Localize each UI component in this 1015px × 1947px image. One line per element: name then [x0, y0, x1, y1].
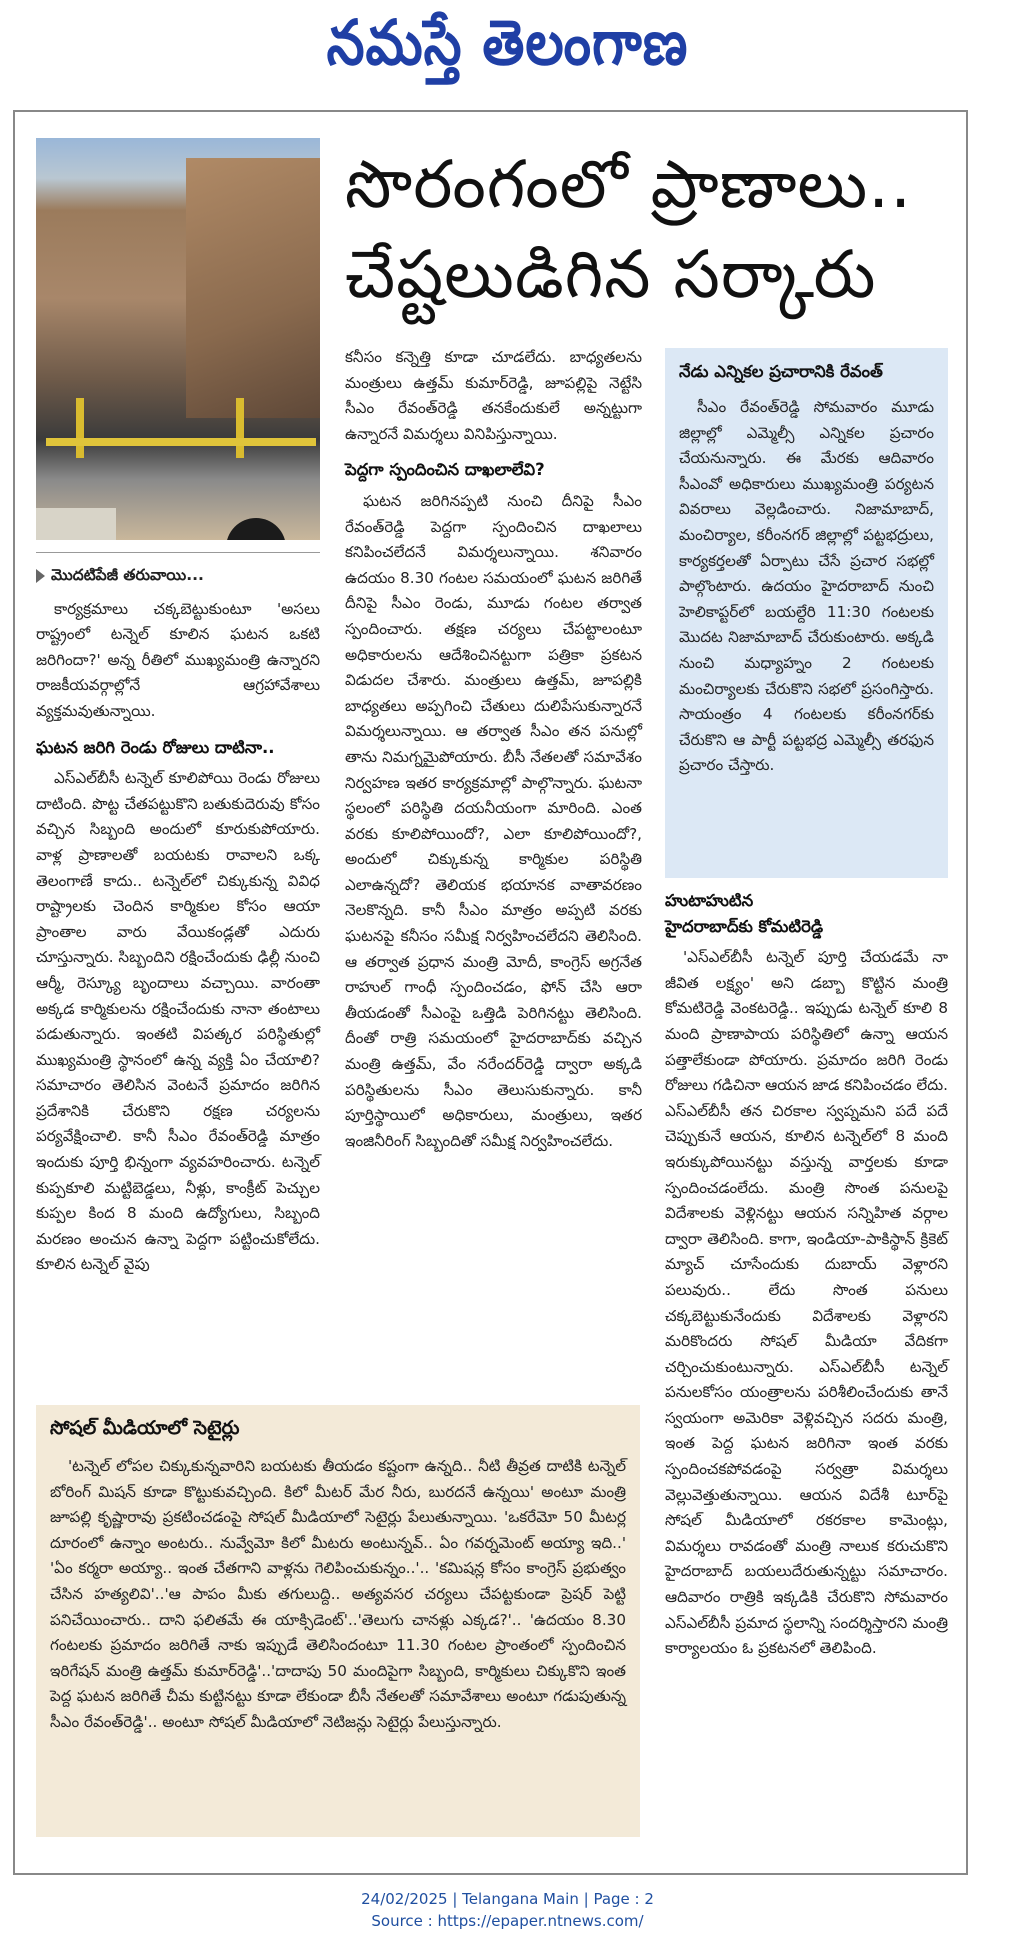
paragraph: ఘటన జరిగినప్పటి నుంచి దీనిపై సీఎం రేవంత్‌రెడ్డి పెద్దగా స్పందించిన దాఖలాలు కనిపించలేదనే విమర్శలున్నాయి. శనివారం ఉదయం 8.30 గంటల సమయంలో ఘటన జరిగితే దీనిపై సీఎం రెండు, మూడు గంటల తర్వాత స్పందించారు. తక్షణ చర్యలు చేపట్టాలంటూ అధికారులను ఆదేశించినట్టుగా పత్రికా ప్రకటన విడుదల చేశారు. మంత్రులు ఉత్తమ్, జూపల్లికి బాధ్యతలు అప్పగించి చేతులు దులిపేసుకున్నారనే విమర్శలున్నాయి. ఆ తర్వాత సీఎం తన పనుల్లో తాను నిమగ్నమైపోయారు. బీసీ నేతలతో సమావేశం నిర్వహణ ఇతర కార్యక్రమాల్లో పాల్గొన్నారు. ఘటనా స్థలంలో పరిస్థితి దయనీయంగా మారింది. ఎంత వరకు కూలిపోయిందో?, ఎలా కూలిపోయిందో?, అందులో చిక్కుకున్న కార్మికుల పరిస్థితి ఎలాఉన్నదో? తెలియక భయానక వాతావరణం నెలకొన్నది. కానీ సీఎం మాత్రం అప్పటి వరకు ఘటనపై కనీసం సమీక్ష నిర్వహించలేదని తెలిసింది. ఆ తర్వాత ప్రధాన మంత్రి మోదీ, కాంగ్రెస్ అగ్రనేత రాహుల్ గాంధీ స్పందించడం, ఫోన్ చేసి ఆరా తీయడంతో సీఎంపై ఒత్తిడి పెరిగినట్టు తెలిసింది. దీంతో రాత్రి సమయంలో హైదరాబాద్‌కు వచ్చిన మంత్రి ఉత్తమ్, వేం నరేందర్‌రెడ్డి ద్వారా అక్కడి పరిస్థితులను సీఎం తెలుసుకున్నారు. కానీ పూర్తిస్థాయిలో అధికారులు, మంత్రులు, ఇతర ఇంజినీరింగ్ సిబ్బందితో సమీక్ష నిర్వహించలేదు.	[345, 491, 642, 1150]
subheading: పెద్దగా స్పందించిన దాఖలాలేవి?	[345, 460, 545, 480]
box-title: నేడు ఎన్నికల ప్రచారానికి రేవంత్	[679, 362, 883, 381]
paragraph: కనీసం కన్నెత్తి కూడా చూడలేదు. బాధ్యతలను మంత్రులు ఉత్తమ్ కుమార్‌రెడ్డి, జూపల్లిపై నెట్టేసి సీఎం రేవంత్‌రెడ్డి తనకేందుకులే అన్నట్టుగా ఉన్నారనే విమర్శలు వినిపిస్తున్నాయి.	[345, 348, 642, 443]
headline-line-1: సొరంగంలో ప్రాణాలు..	[345, 146, 913, 223]
masthead-logo: నమస్తే తెలంగాణ	[326, 5, 689, 79]
column-2	[345, 345, 642, 1154]
chevron-right-icon	[36, 569, 45, 583]
continued-marker	[36, 563, 320, 589]
box-paragraph: సీఎం రేవంత్‌రెడ్డి సోమవారం మూడు జిల్లాల్లో ఎమ్మెల్సీ ఎన్నికల ప్రచారం చేయనున్నారు. ఈ మేరకు ఆదివారం సీఎంవో అధికారులు ముఖ్యమంత్రి పర్యటన వివరాలు వెల్లడించారు. నిజామాబాద్, మంచిర్యాల, కరీంనగర్ జిల్లాల్లో పట్టభద్రులు, కార్యకర్తలతో ఏర్పాటు చేసే ప్రచార సభల్లో పాల్గొంటారు. ఉదయం హైదరాబాద్ నుంచి హెలికాప్టర్‌లో బయల్దేరి 11:30 గంటలకు మొదట నిజామాబాద్ చేరుకుంటారు. అక్కడి నుంచి మధ్యాహ్నం 2 గంటలకు మంచిర్యాలకు చేరుకొని సభలో ప్రసంగిస్తారు. సాయంత్రం 4 గంటలకు కరీంనగర్‌కు చేరుకొని ఆ పార్టీ పట్టభద్ర ఎమ్మెల్సీ తరఫున ప్రచారం చేస్తారు.	[679, 398, 934, 775]
continued-label: మొదటిపేజీ తరువాయి...	[51, 566, 204, 584]
column-1	[36, 552, 320, 1278]
headline-line-2: చేష్టలుడిగిన సర్కారు	[345, 236, 877, 313]
social-media-box	[36, 1405, 640, 1837]
column-3	[665, 888, 948, 1662]
divider	[36, 552, 320, 553]
paragraph: కార్యక్రమాలు చక్కబెట్టుకుంటూ 'అసలు రాష్ట్రంలో టన్నెల్ కూలిన ఘటన ఒకటి జరిగిందా?' అన్న రీతిలో ముఖ్యమంత్రి ఉన్నారని రాజకీయవర్గాల్లోనే ఆగ్రహావేశాలు వ్యక్తమవుతున్నాయి.	[36, 599, 320, 720]
subheading: హైదరాబాద్‌కు కోమటిరెడ్డి	[665, 916, 824, 936]
social-box-title: సోషల్ మీడియాలో సెటైర్లు	[50, 1417, 240, 1439]
sidebar-box-revanth-campaign	[665, 348, 948, 878]
footer	[0, 1888, 1015, 1932]
footer-source-link[interactable]: Source : https://epaper.ntnews.com/	[371, 1912, 644, 1930]
subheading: ఘటన జరిగి రెండు రోజులు దాటినా..	[36, 737, 275, 757]
paragraph: ఎస్ఎల్‌బీసీ టన్నెల్ కూలిపోయి రెండు రోజులు దాటింది. పొట్ట చేతపట్టుకొని బతుకుదెరువు కోసం వచ్చిన సిబ్బంది అందులో కూరుకుపోయారు. వాళ్ల ప్రాణాలతో బయటకు రావాలని ఒక్క తెలంగాణే కాదు.. టన్నెల్‌లో చిక్కుకున్న వివిధ రాష్ట్రాలకు చెందిన కార్మికుల కోసం ఆయా ప్రాంతాల వారు వేయికండ్లతో ఎదురు చూస్తున్నారు. సిబ్బందిని రక్షించేందుకు ఢిల్లీ నుంచి ఆర్మీ, రెస్క్యూ బృందాలు వచ్చాయి. వారంతా అక్కడ కార్మికులను రక్షించేందుకు నానా తంటాలు పడుతున్నారు. ఇంతటి విపత్కర పరిస్థితుల్లో ముఖ్యమంత్రి స్థానంలో ఉన్న వ్యక్తి ఏం చేయాలి? సమాచారం తెలిసిన వెంటనే ప్రమాదం జరిగిన ప్రదేశానికి చేరుకొని రక్షణ చర్యలను పర్యవేక్షించాలి. కానీ సీఎం రేవంత్‌రెడ్డి మాత్రం ఇందుకు పూర్తి భిన్నంగా వ్యవహరించారు. టన్నెల్ కుప్పకూలి మట్టిబెడ్డలు, నీళ్లు, కాంక్రీట్ పెచ్చుల కుప్పల కింద 8 మంది ఉద్యోగులు, సిబ్బంది మరణం అంచున ఉన్నా పెద్దగా పట్టించుకోలేదు. కూలిన టన్నెల్ వైపు	[36, 769, 320, 1274]
footer-date-line: 24/02/2025 | Telangana Main | Page : 2	[361, 1890, 654, 1908]
paragraph: 'ఎస్ఎల్‌బీసీ టన్నెల్ పూర్తి చేయడమే నా జీవిత లక్ష్యం' అని డబ్బా కొట్టిన మంత్రి కోమటిరెడ్డి వెంకటరెడ్డి.. ఇప్పుడు టన్నెల్ కూలి 8 మంది ప్రాణాపాయ పరిస్థితిలో ఉన్నా ఆయన పత్తాలేకుండా పోయారు. ప్రమాదం జరిగి రెండు రోజులు గడిచినా ఆయన జాడ కనిపించడం లేదు. ఎస్ఎల్‌బీసీ తన చిరకాల స్వప్నమని పదే పదే చెప్పుకునే ఆయన, కూలిన టన్నెల్‌లో 8 మంది ఇరుక్కుపోయినట్టు వస్తున్న వార్తలకు కూడా స్పందించడంలేదు. మంత్రి సొంత పనులపై విదేశాలకు వెళ్లినట్టు ఆయన సన్నిహిత వర్గాల ద్వారా తెలిసింది. కాగా, ఇండియా-పాకిస్థాన్ క్రికెట్ మ్యాచ్ చూసేందుకు దుబాయ్ వెళ్లారని పలువురు.. లేదు సొంత పనులు చక్కబెట్టుకునేందుకు విదేశాలకు వెళ్లారని మరికొందరు సోషల్ మీడియా వేదికగా చర్చించుకుంటున్నారు. ఎస్ఎల్‌బీసీ టన్నెల్ పనులకోసం యంత్రాలను పరిశీలించేందుకు తానే స్వయంగా అమెరికా వెళ్లివచ్చిన సదరు మంత్రి, ఇంత పెద్ద ఘటన జరిగినా ఇంత వరకు స్పందించకపోవడంపై సర్వత్రా విమర్శలు వెల్లువెత్తుతున్నాయి. ఆయన విదేశీ టూర్‌పై సోషల్ మీడియాలో రకరకాల కామెంట్లు, విమర్శలు రావడంతో మంత్రి నాలుక కరుచుకొని హైదరాబాద్ బయలుదేరుతున్నట్టు సమాచారం. ఆదివారం రాత్రికి ఇక్కడికి చేరుకొని సోమవారం ఎస్ఎల్‌బీసీ ప్రమాద స్థలాన్ని సందర్శిస్తారని మంత్రి కార్యాలయం ఓ ప్రకటనలో తెలిపింది.	[665, 948, 948, 1658]
subheading: హుటాహుటిన	[665, 891, 754, 910]
tunnel-site-photo	[36, 138, 320, 540]
headline	[345, 140, 955, 320]
social-box-paragraph: 'టన్నెల్ లోపల చిక్కుకున్నవారిని బయటకు తీయడం కష్టంగా ఉన్నది.. నీటి తీవ్రత దాటికి టన్నెల్ బోరింగ్ మిషన్ కూడా కొట్టుకువచ్చింది. కిలో మీటర్ మేర నీరు, బురదనే ఉన్నయి' అంటూ మంత్రి జూపల్లి కృష్ణారావు ప్రకటించడంపై సోషల్ మీడియాలో సెటైర్లు పేలుతున్నాయి. 'ఒకరేమో 50 మీటర్ల దూరంలో ఉన్నాం అంటరు.. నువ్వేమో కిలో మీటరు అంటున్నవ్.. ఏం గవర్నమెంట్ అయ్యా ఇది..' 'ఏం కర్మరా అయ్యా.. ఇంత చేతగాని వాళ్లను గెలిపించుకున్నం..'.. 'కమిషన్ల కోసం కాంగ్రెస్ ప్రభుత్వం చేసిన హత్యలివి'..'ఆ పాపం మీకు తగులుద్ది.. అత్యవసర చర్యలు చేపట్టకుండా ప్రెషర్ పెట్టి పనిచేయించారు.. దాని ఫలితమే ఈ యాక్సిడెంట్'..'తెలుగు చానళ్లు ఎక్కడ?'.. 'ఉదయం 8.30 గంటలకు ప్రమాదం జరిగితే నాకు ఇప్పుడే తెలిసిందంటూ 11.30 గంటల ప్రాంతంలో స్పందించిన ఇరిగేషన్ మంత్రి ఉత్తమ్ కుమార్‌రెడ్డి'..'దాదాపు 50 మందిపైగా సిబ్బంది, కార్మికులు చిక్కుకొని ఇంత పెద్ద ఘటన జరిగితే చీమ కుట్టినట్టు కూడా లేకుండా బీసీ నేతలతో సమావేశాలు అంటూ గడుపుతున్న సీఎం రేవంత్‌రెడ్డి'.. అంటూ సోషల్ మీడియాలో నెటిజన్లు సెటైర్లు పేలుస్తున్నారు.	[50, 1457, 626, 1731]
